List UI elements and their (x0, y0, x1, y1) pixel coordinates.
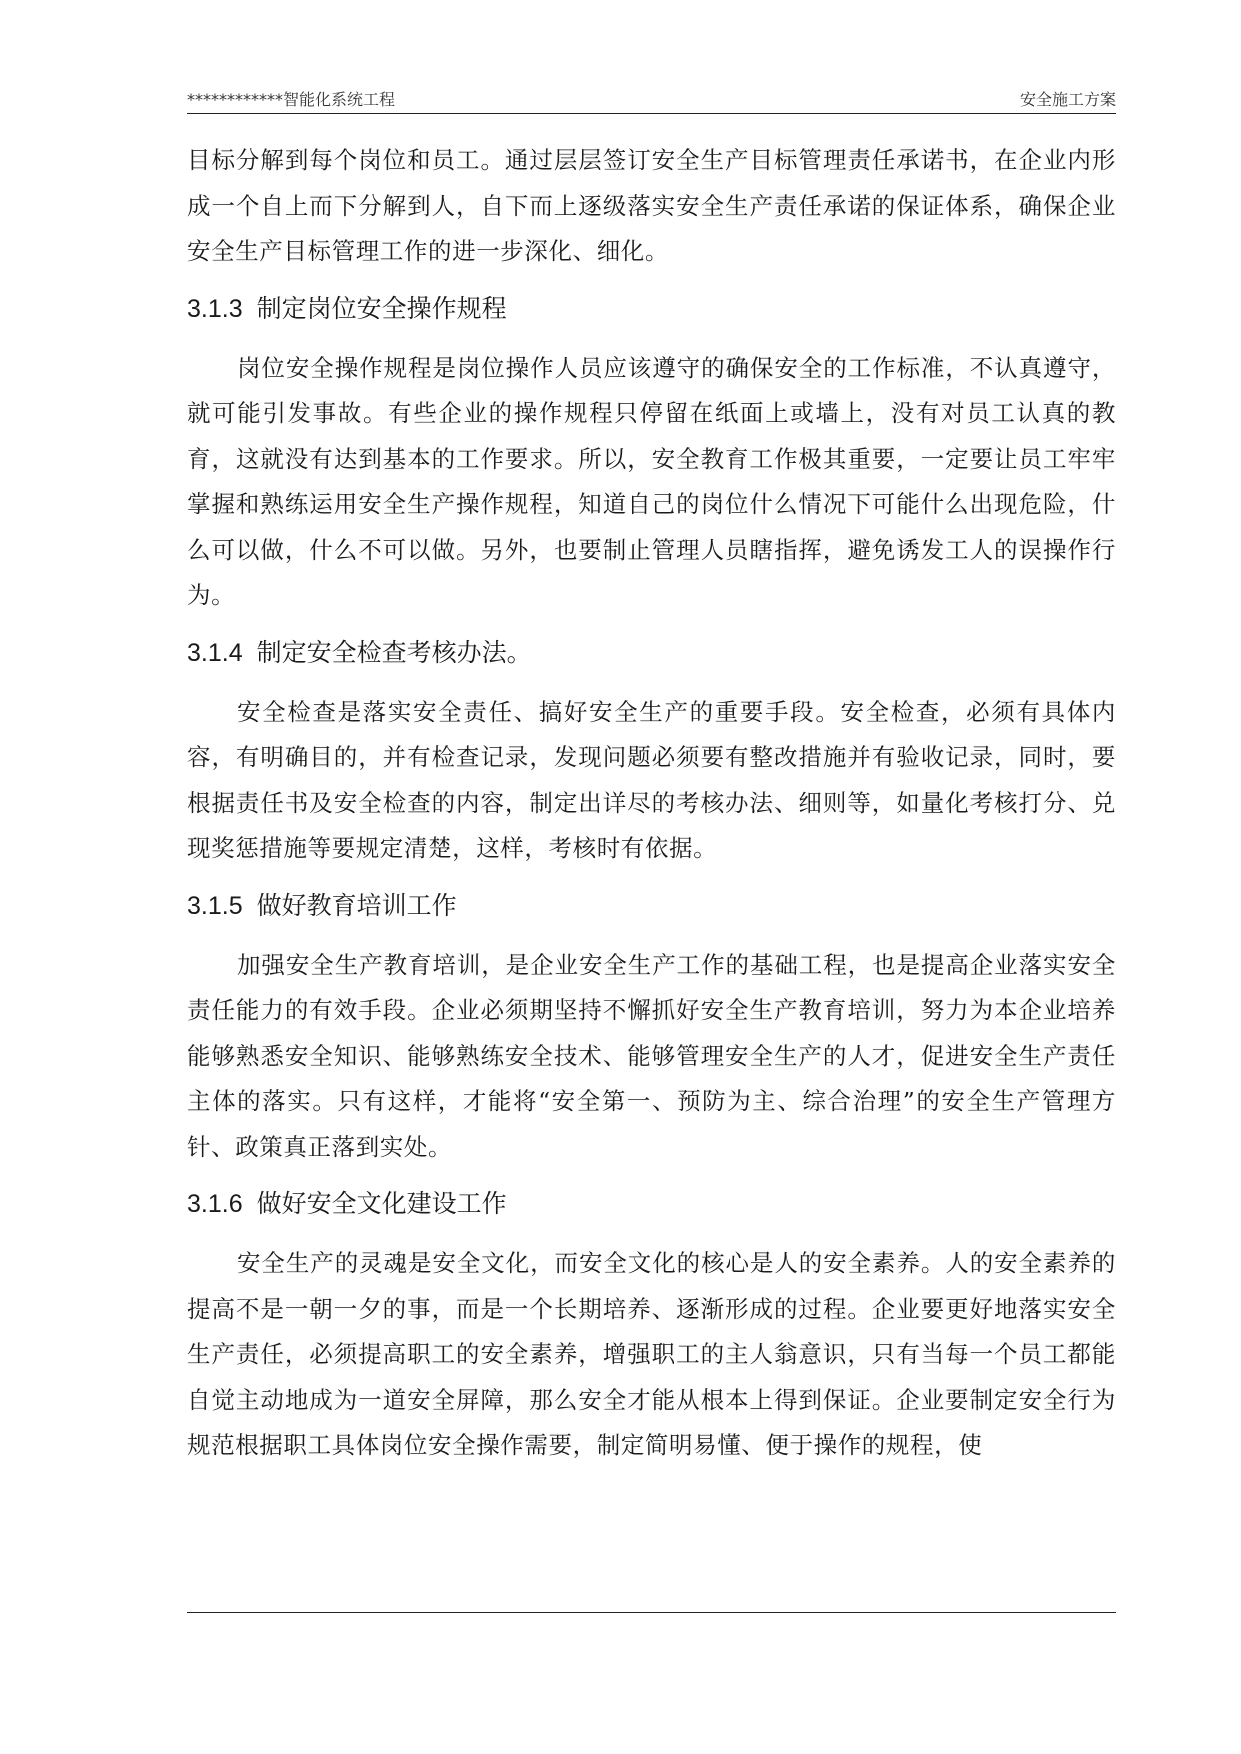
section-title: 做好安全文化建设工作 (256, 1189, 507, 1218)
paragraph: 安全检查是落实安全责任、搞好安全生产的重要手段。安全检查，必须有具体内容，有明确目的，并有检查记录，发现问题必须要有整改措施并有验收记录，同时，要根据责任书及安全检查的内容，制定出详尽的考核办法、细则等，如量化考核打分、兑现奖惩措施等要规定清楚，这样，考核时有依据。 (187, 697, 1116, 862)
section-title: 制定岗位安全操作规程 (256, 293, 507, 323)
section-heading (187, 1185, 1116, 1223)
paragraph: 安全生产的灵魂是安全文化，而安全文化的核心是人的安全素养。人的安全素养的提高不是一朝一夕的事，而是一个长期培养、逐渐形成的过程。企业要更好地落实安全生产责任，必须提高职工的安全素养，增强职工的主人翁意识，只有当每一个员工都能自觉主动地成为一道安全屏障，那么安全才能从根本上得到保证。企业要制定安全行为规范根据职工具体岗位安全操作需要，制定简明易懂、便于操作的规程，使 (187, 1249, 1116, 1459)
section-number: 3.1.6 (187, 1190, 243, 1218)
section-number: 3.1.4 (187, 638, 243, 667)
section-title: 制定安全检查考核办法。 (256, 637, 532, 667)
document-body (187, 138, 1116, 1469)
paragraph: 岗位安全操作规程是岗位操作人员应该遵守的确保安全的工作标准，不认真遵守，就可能引发事故。有些企业的操作规程只停留在纸面上或墙上，没有对员工认真的教育，这就没有达到基本的工作要求。所以，安全教育工作极其重要，一定要让员工牢牢掌握和熟练运用安全生产操作规程，知道自己的岗位什么情况下可能什么出现危险，什么可以做，什么不可以做。另外，也要制止管理人员瞎指挥，避免诱发工人的误操作行为。 (187, 353, 1116, 609)
paragraph: 目标分解到每个岗位和员工。通过层层签订安全生产目标管理责任承诺书，在企业内形成一个自上而下分解到人，自下而上逐级落实安全生产责任承诺的保证体系，确保企业安全生产目标管理工作的进一步深化、细化。 (187, 146, 1116, 265)
section-number: 3.1.5 (187, 891, 243, 920)
header-left-title: ************智能化系统工程 (187, 90, 396, 109)
header-right-title: 安全施工方案 (1019, 90, 1116, 109)
page-header (187, 84, 1116, 114)
section-number: 3.1.3 (187, 294, 243, 323)
section-title: 做好教育培训工作 (256, 890, 457, 920)
paragraph: 加强安全生产教育培训，是企业安全生产工作的基础工程，也是提高企业落实安全责任能力的有效手段。企业必须期坚持不懈抓好安全生产教育培训，努力为本企业培养能够熟悉安全知识、能够熟练安全技术、能够管理安全生产的人才，促进安全生产责任主体的落实。只有这样，才能将“安全第一、预防为主、综合治理”的安全生产管理方针、政策真正落到实处。 (187, 950, 1116, 1161)
section-heading (187, 887, 1116, 925)
section-heading (187, 290, 1116, 328)
footer-rule (187, 1612, 1116, 1613)
section-heading (187, 634, 1116, 672)
